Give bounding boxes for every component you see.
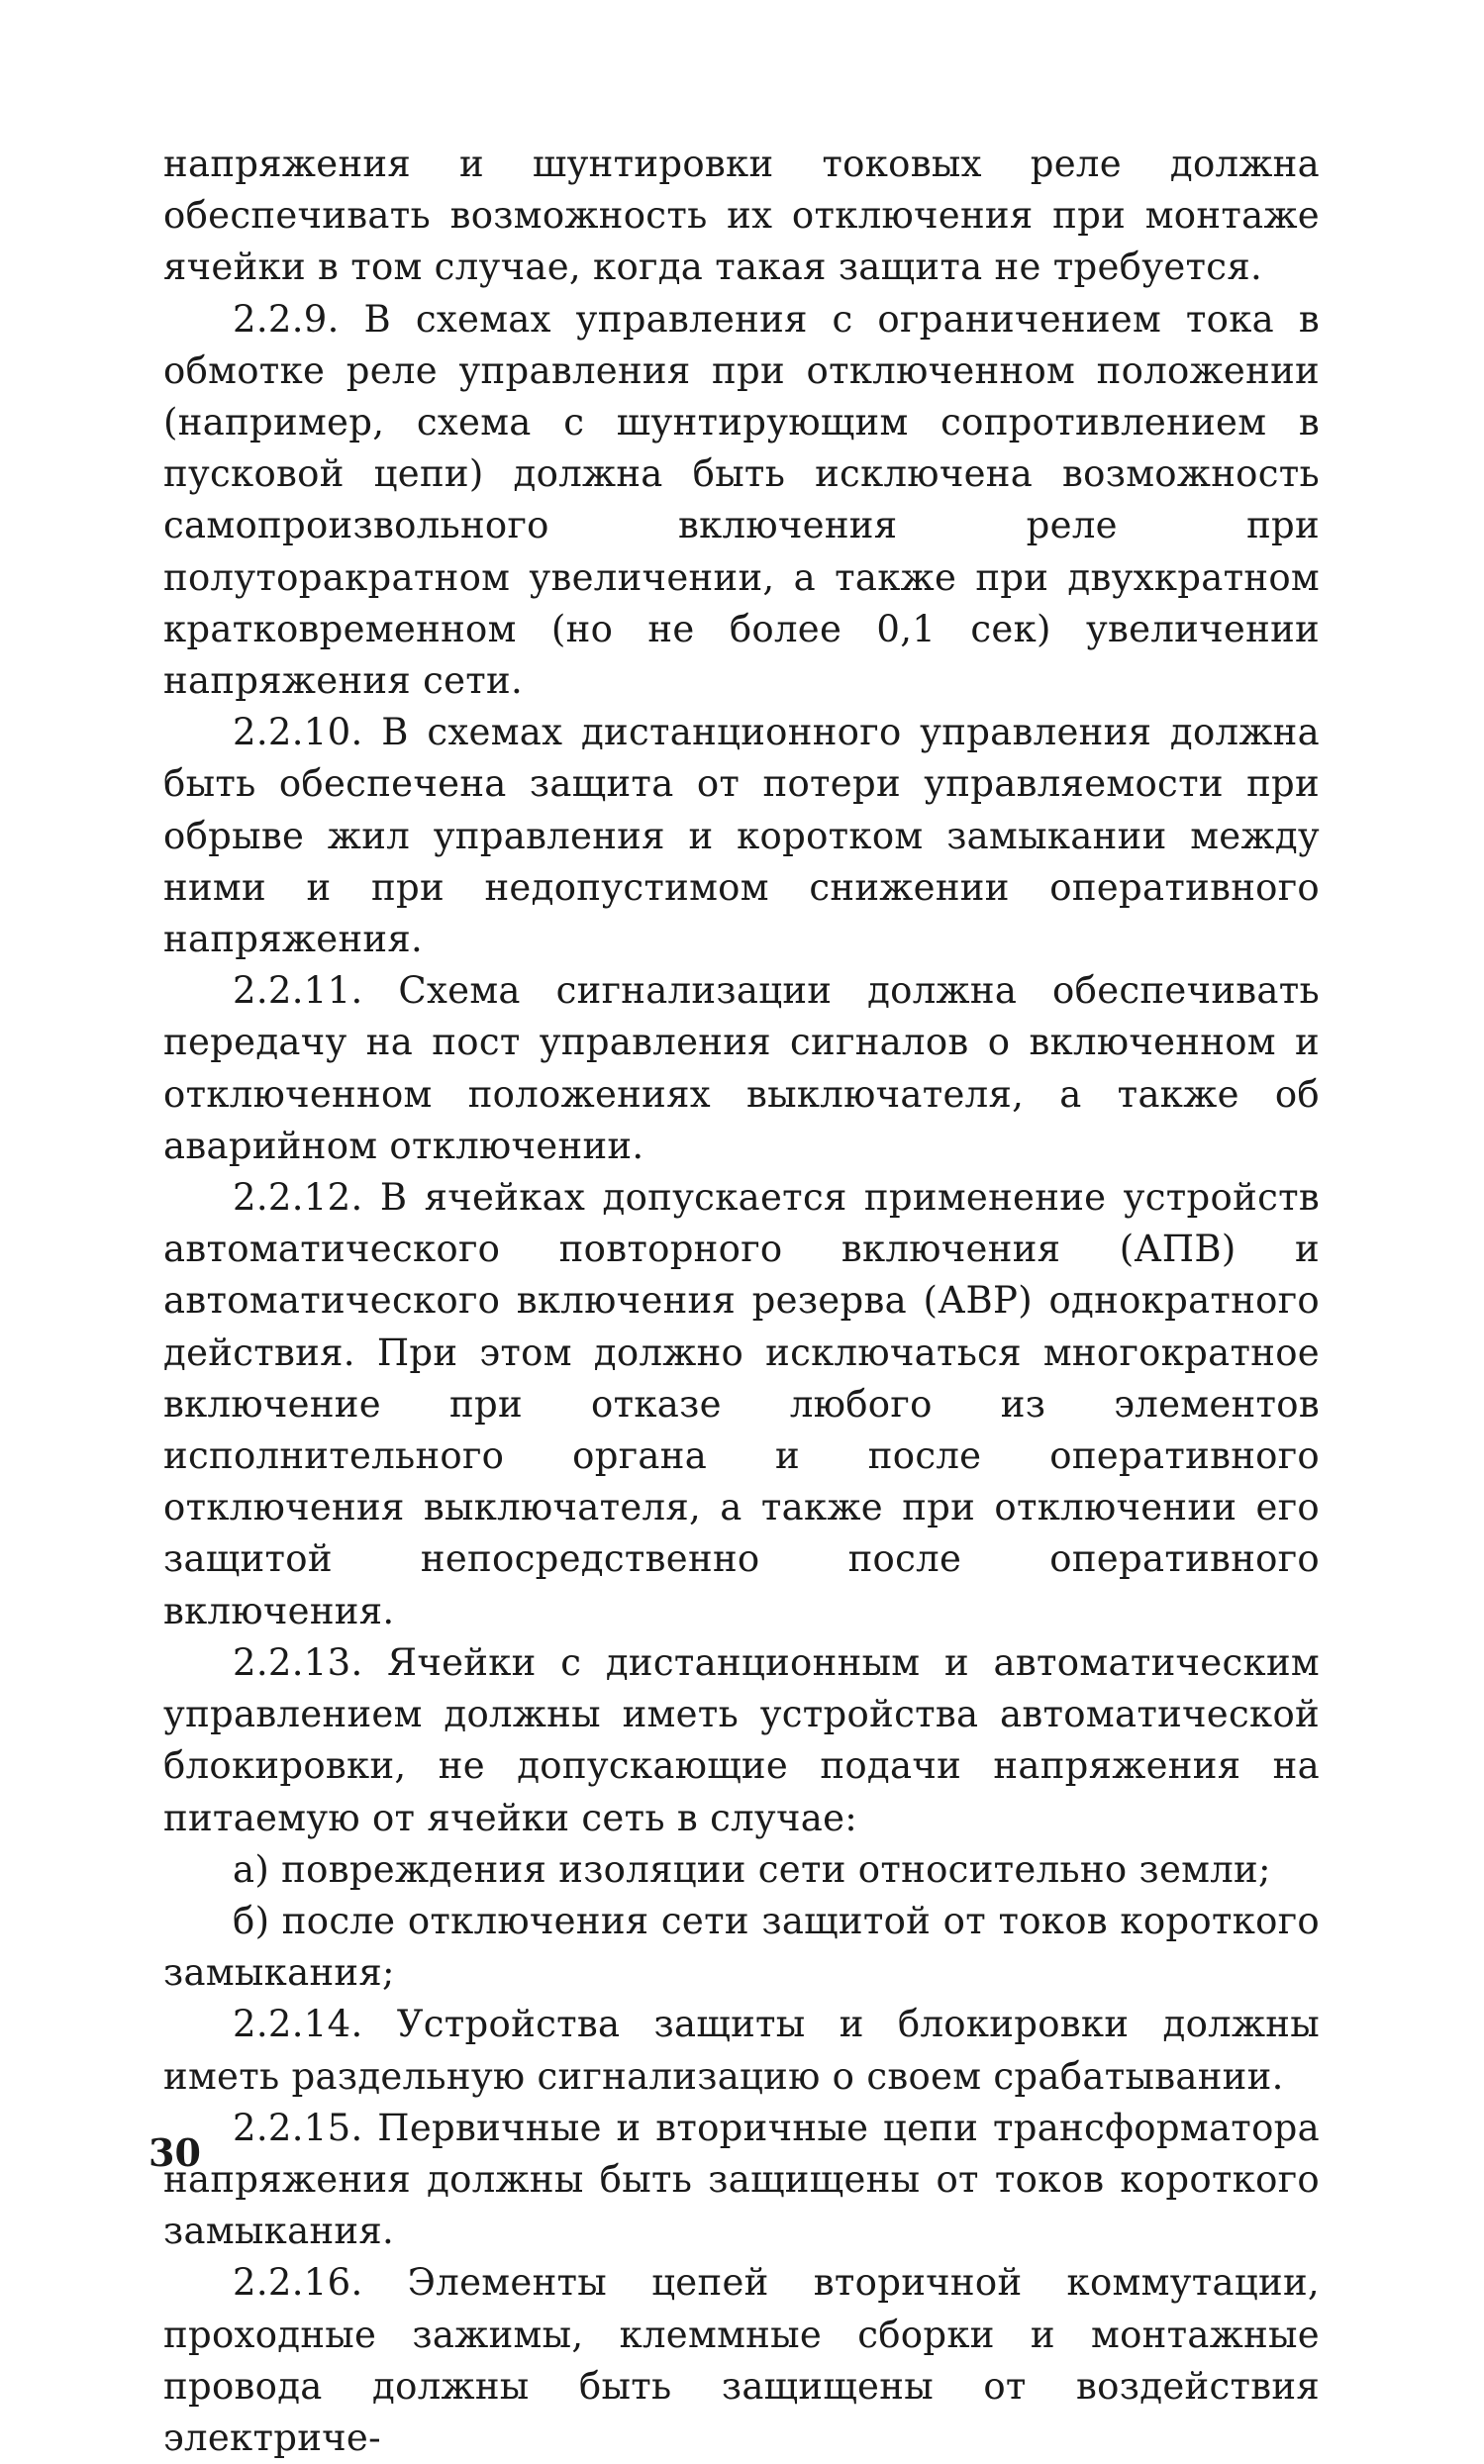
paragraph-2-2-15: 2.2.15. Первичные и вторичные цепи трансформатора напряжения должны быть защищены от токов короткого замыкания. [163, 2106, 1320, 2253]
paragraph-2-2-13: 2.2.13. Ячейки с дистанционным и автоматическим управлением должны иметь устройства автоматической блокировки, не допускающие подачи напряжения на питаемую от ячейки сеть в случае: [163, 1640, 1320, 1839]
page-body [163, 139, 1320, 2464]
paragraph-2-2-10: 2.2.10. В схемах дистанционного управления должна быть обеспечена защита от потери управляемости при обрыве жил управления и коротком замыкании между ними и при недопустимом снижении оперативного напряжения. [163, 711, 1320, 961]
paragraph-2-2-14: 2.2.14. Устройства защиты и блокировки должны иметь раздельную сигнализацию о своем срабатывании. [163, 2003, 1320, 2098]
paragraph-continuation: напряжения и шунтировки токовых реле должна обеспечивать возможность их отключения при монтаже ячейки в том случае, когда такая защита не требуется. [163, 143, 1320, 289]
paragraph-2-2-11: 2.2.11. Схема сигнализации должна обеспечивать передачу на пост управления сигналов о включенном и отключенном положениях выключателя, а также об аварийном отключении. [163, 969, 1320, 1167]
paragraph-2-2-9: 2.2.9. В схемах управления с ограничением тока в обмотке реле управления при отключенном положении (например, схема с шунтирующим сопротивлением в пусковой цепи) должна быть исключена возможность самопроизвольного включения реле при полуторакратном увеличении, а также при двухкратном кратковременном (но не более 0,1 сек) увеличении напряжения сети. [163, 297, 1320, 703]
list-item-a: а) повреждения изоляции сети относительно земли; [233, 1847, 1271, 1891]
paragraph-2-2-12: 2.2.12. В ячейках допускается применение устройств автоматического повторного включения (АПВ) и автоматического включения резерва (АВР) однократного действия. При этом должно исключаться многократное включение при отказе любого из элементов исполнительного органа и после оперативного отключения выключателя, а также при отключении его защитой непосредственно после оперативного включения. [163, 1176, 1320, 1632]
paragraph-2-2-16: 2.2.16. Элементы цепей вторичной коммутации, проходные зажимы, клеммные сборки и монтажные провода должны быть защищены от воздействия электриче- [163, 2261, 1320, 2459]
page-number: 30 [148, 2130, 201, 2175]
list-item-b: б) после отключения сети защитой от токов короткого замыкания; [163, 1899, 1320, 1995]
